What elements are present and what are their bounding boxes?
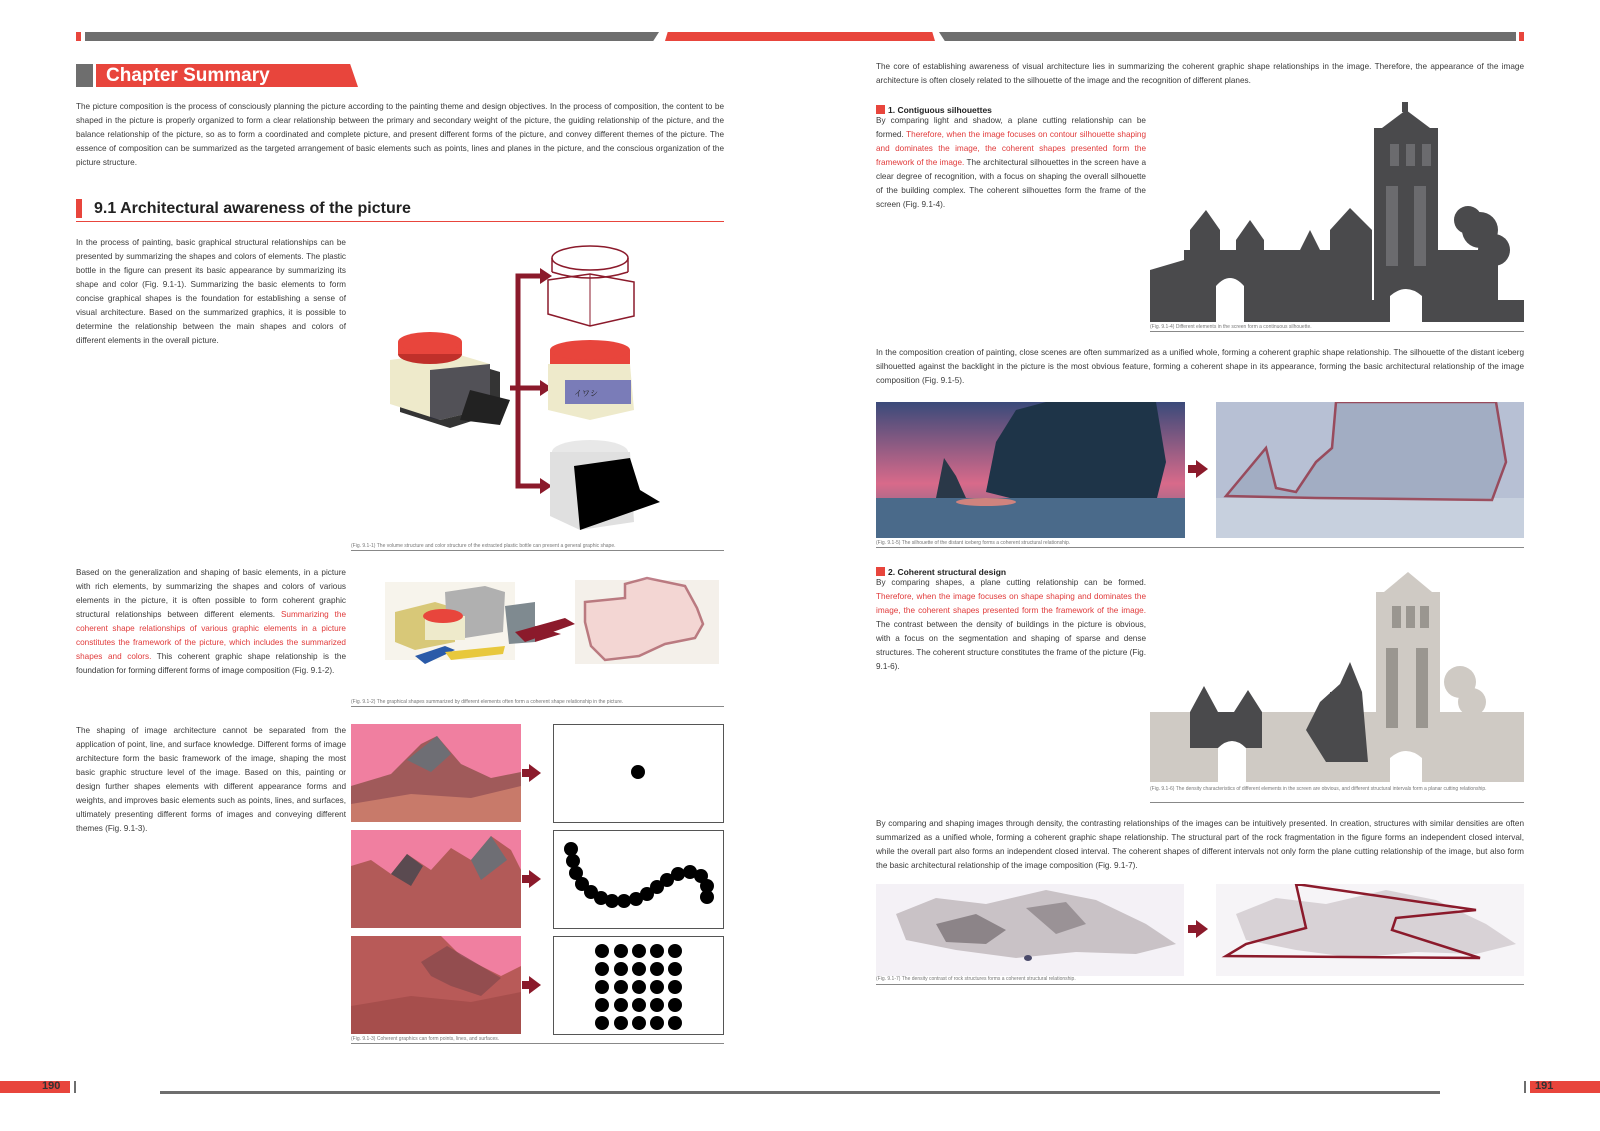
footer-gray-line	[160, 1091, 1440, 1094]
paragraph-iceberg: In the composition creation of painting, close scenes are often summarized as a unified whole, forming a coherent graphic shape relationship. The silhouette of the distant iceberg silhouetted against the backlight in the picture is the most obvious feature, forming a coherent shape in its appearance, forming the basic architectural relationship of the image composition (Fig. 9.1-5).	[876, 348, 1524, 385]
fig-9-1-5-caption-line	[876, 547, 1524, 548]
figure-9-1-6	[1150, 562, 1524, 782]
heading-1-marker	[876, 105, 885, 114]
still-life-figure-svg	[385, 572, 724, 672]
figure-9-1-3	[351, 724, 724, 1036]
paragraph-framework-highlight: Summarizing the coherent shape relationships of various graphic elements in a picture constitutes the framework of the picture, which includes the summarized shapes and colors.	[76, 610, 346, 661]
heading-contiguous-silhouettes	[876, 101, 1176, 115]
chapter-title: Chapter Summary	[106, 65, 270, 86]
paragraph-structural-highlight: Therefore, when the image focuses on shape shaping and dominates the image, the coherent shapes presented form the framework of the image.	[876, 592, 1146, 615]
arrow-row-3	[529, 976, 541, 994]
heading-2-text: 2. Coherent structural design	[888, 566, 1007, 577]
footer-right-tick	[1524, 1081, 1526, 1093]
figure-9-1-2	[385, 572, 724, 672]
arrow-row-3-stem	[522, 981, 530, 989]
section-heading	[76, 199, 724, 222]
fig-9-1-4-caption: (Fig. 9.1-4) Different elements in the screen form a continuous silhouette.	[1150, 324, 1312, 330]
top-bar-right-accent	[1519, 32, 1524, 41]
mountain-point-image	[351, 724, 521, 822]
page-number-right: 191	[1535, 1080, 1554, 1092]
figure-9-1-1	[390, 240, 724, 540]
top-bar-gray-right	[939, 32, 1516, 41]
right-intro: The core of establishing awareness of visual architecture lies in summarizing the coherent graphic shape relationships in the image. Therefore, the appearance of the image architecture is often closely related to the silhouette of the image and the recognition of different planes.	[876, 62, 1524, 85]
paragraph-silhouettes-text-a: By comparing light and shadow, a plane cutting relationship can be formed.	[876, 116, 1146, 139]
paragraph-bottle: In the process of painting, basic graphical structural relationships can be presented by summarizing the shapes and colors of elements. The plastic bottle in the figure can present its basic appearance by summarizing its shape and color (Fig. 9.1-1). Summarizing the basic elements to form concise graphical shapes is the foundation for establishing a sense of visual architecture. Based on the summarized graphics, it is possible to determine the relationship between the main shapes and colors of different elements in the overall picture.	[76, 238, 346, 345]
paragraph-silhouettes-text-b: The architectural silhouettes in the screen have a clear degree of recognition, with a focus on shaping the overall silhouette of the building complex. The coherent silhouettes form the frame of the screen (Fig. 9.1-4).	[876, 158, 1146, 209]
section-heading-marker	[76, 199, 82, 218]
heading-coherent-structural-design	[876, 563, 1176, 577]
castle-structure-svg	[1150, 562, 1524, 782]
bottle-label-text: イワシ	[574, 389, 598, 398]
point-dot	[631, 765, 645, 779]
page-number-left: 190	[42, 1080, 61, 1092]
mountain-line-image	[351, 830, 521, 928]
rock-outline-painting	[1216, 884, 1524, 976]
line-frame	[553, 830, 724, 929]
chapter-title-block	[76, 64, 358, 87]
top-bar-red-center	[665, 32, 935, 41]
top-bar-left-accent	[76, 32, 81, 41]
point-frame	[553, 724, 724, 823]
arrow-row-2	[529, 870, 541, 888]
section-title: 9.1 Architectural awareness of the picture	[94, 200, 411, 217]
fig-9-1-2-caption: (Fig. 9.1-2) The graphical shapes summarized by different elements often form a coherent shape relationship in the picture.	[351, 699, 624, 705]
arrow-iceberg-stem	[1188, 465, 1197, 473]
paragraph-framework-text-a: Based on the generalization and shaping of basic elements, in a picture with rich elements, by summarizing the shapes and colors of various elements in the picture, it is often possible to form coherent graphic structural relationships between different elements.	[76, 568, 346, 619]
bottle-figure-svg	[390, 240, 724, 540]
fig-9-1-6-caption: (Fig. 9.1-6) The density characteristics of different elements in the screen are obvious, and different structural intervals form a planar cutting relationship.	[1150, 786, 1487, 792]
mountain-surface-image	[351, 936, 521, 1034]
paragraph-silhouettes-highlight: Therefore, when the image focuses on contour silhouette shaping and dominates the image, the coherent shapes presented form the framework of the image.	[876, 130, 1146, 167]
arrow-rock	[1196, 920, 1208, 938]
paragraph-structural	[876, 576, 1146, 674]
fig-9-1-3-caption: (Fig. 9.1-3) Coherent graphics can form points, lines, and surfaces.	[351, 1036, 500, 1042]
paragraph-structural-text-b: The contrast between the density of buildings in the picture is obvious, with a focus on the segmentation and shaping of sparse and dense structures. The coherent structure constitutes the frame of the picture (Fig. 9.1-6).	[876, 620, 1146, 671]
castle-silhouette-svg	[1150, 100, 1524, 322]
fig-9-1-7-caption: (Fig. 9.1-7) The density contrast of rock structures forms a coherent structural relationship.	[876, 976, 1076, 982]
heading-1-text: 1. Contiguous silhouettes	[888, 104, 992, 115]
arrow-row-1	[529, 764, 541, 782]
surface-dots-svg	[554, 937, 723, 1034]
chapter-title-gray-square	[76, 64, 93, 87]
fig-9-1-3-caption-line	[351, 1043, 724, 1044]
chapter-intro: The picture composition is the process of consciously planning the picture according to the painting theme and design objectives. In the process of composition, the content to be shaped in the picture is properly organized to form a clear relationship between the primary and secondary weight of the picture, the guiding relationship of the picture, and the balance relationship of the picture, so as to form a coordinated and complete picture, and present different forms of the picture, and convey different themes of the picture. The essence of composition can be summarized as the targeted arrangement of basic elements such as points, lines and planes in the picture, and the conscious organization of the picture structure.	[76, 102, 724, 167]
paragraph-structural-text-a: By comparing shapes, a plane cutting relationship can be formed.	[876, 578, 1146, 587]
fig-9-1-2-caption-line	[351, 706, 724, 707]
paragraph-silhouettes	[876, 114, 1146, 212]
arrow-row-1-stem	[522, 769, 530, 777]
figure-9-1-4	[1150, 100, 1524, 322]
paragraph-point-line-surface: The shaping of image architecture cannot be separated from the application of point, line, and surface knowledge. Different forms of image architecture form the basic framework of the image, shaping the most basic graphic structure level of the image. Based on this, painting or design further shapes elements with different appearance forms and weights, and improves basic elements such as points, lines, and surfaces, ultimately presenting different forms of images and conveying different themes (Fig. 9.1-3).	[76, 726, 346, 833]
iceberg-outline-painting	[1216, 402, 1524, 538]
fig-9-1-6-caption-line	[1150, 802, 1524, 803]
iceberg-painting	[876, 402, 1185, 538]
paragraph-framework-text-b: This coherent graphic shape relationship is the foundation for forming different forms of image composition (Fig. 9.1-2).	[76, 652, 346, 675]
fig-9-1-5-caption: (Fig. 9.1-5) The silhouette of the distant iceberg forms a coherent structural relationship.	[876, 540, 1071, 546]
fig-9-1-4-caption-line	[1150, 331, 1524, 332]
figure-9-1-5	[876, 402, 1524, 538]
line-dots-svg	[554, 831, 723, 928]
arrow-iceberg	[1196, 460, 1208, 478]
surface-frame	[553, 936, 724, 1035]
fig-9-1-1-caption-line	[351, 550, 724, 551]
footer-left-tick	[74, 1081, 76, 1093]
figure-9-1-7	[876, 884, 1524, 976]
paragraph-rock: By comparing and shaping images through density, the contrasting relationships of the images can be intuitively presented. In creation, structures with similar densities are often summarized as a unified whole, forming a coherent graphic shape relationship. The structural part of the rock fragmentation in the figure forms an independent closed interval, while the overall part also forms an independent closed interval. The coherent shapes of different intervals not only form the plane cutting relationship of the image, but also form the basic architectural relationship of the image composition (Fig. 9.1-7).	[876, 819, 1524, 870]
top-bar-gray-left	[85, 32, 659, 41]
arrow-row-2-stem	[522, 875, 530, 883]
fig-9-1-1-caption: (Fig. 9.1-1) The volume structure and color structure of the extracted plastic bottle can present a general graphic shape.	[351, 543, 616, 549]
rock-painting	[876, 884, 1184, 976]
heading-2-marker	[876, 567, 885, 576]
arrow-rock-stem	[1188, 925, 1197, 933]
fig-9-1-7-caption-line	[876, 984, 1524, 985]
paragraph-framework	[76, 566, 346, 678]
